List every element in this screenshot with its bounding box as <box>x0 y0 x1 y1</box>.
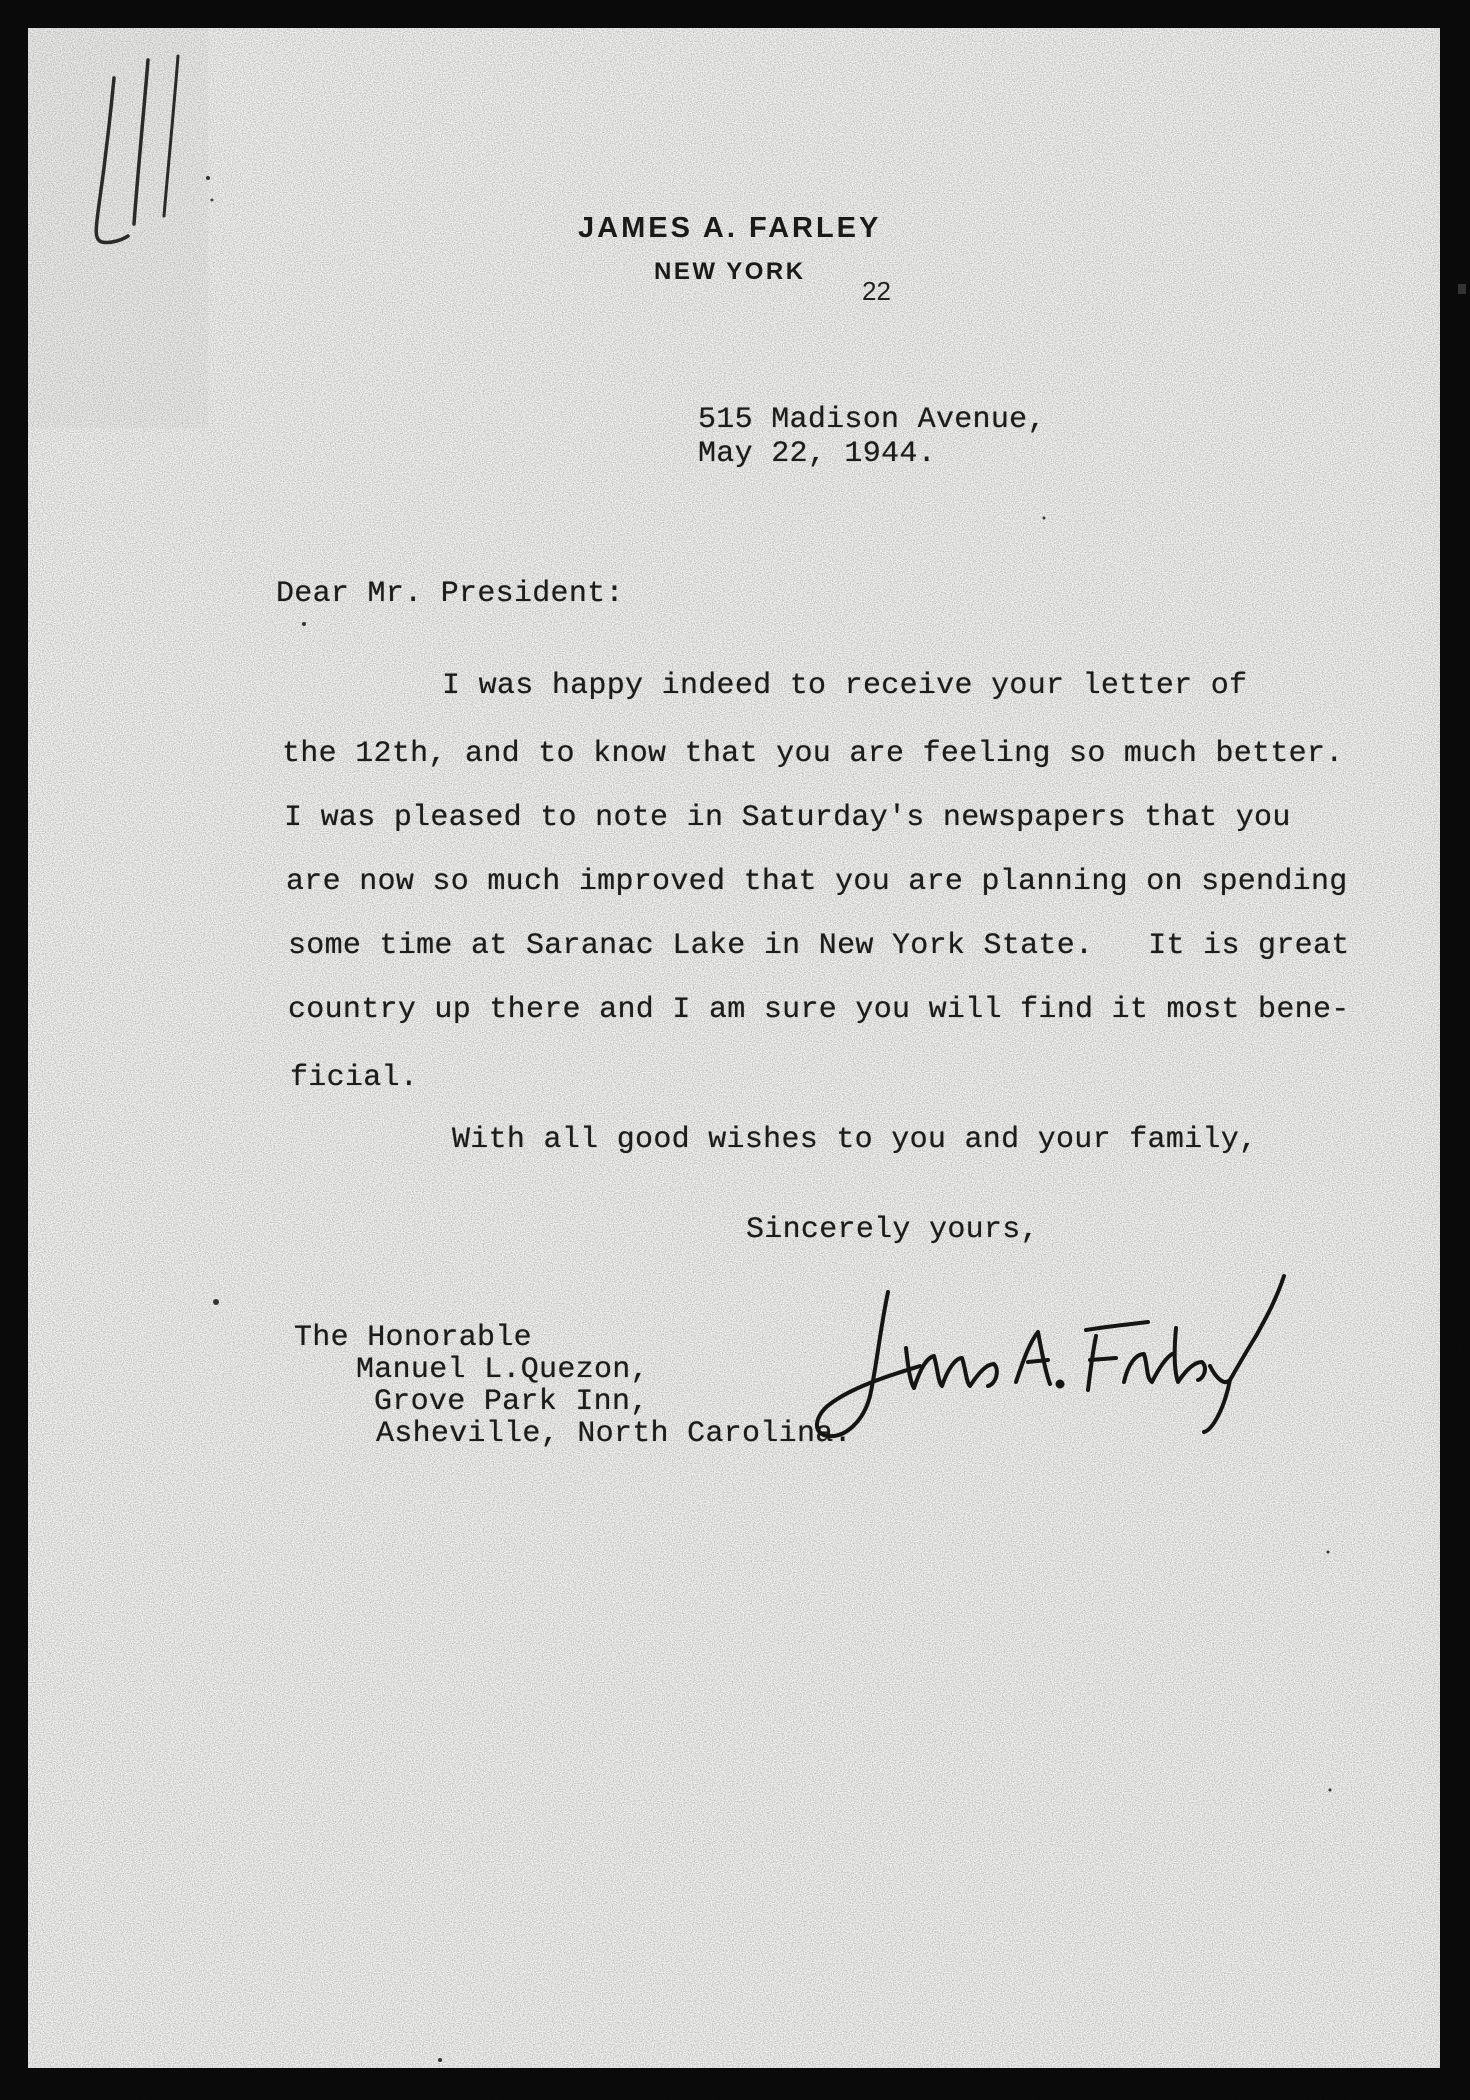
recipient-name: Manuel L.Quezon, <box>356 1353 649 1387</box>
salutation: Dear Mr. President: <box>276 577 624 611</box>
complimentary-close: Sincerely yours, <box>746 1213 1039 1247</box>
body-line: are now so much improved that you are planning on spending <box>286 865 1348 899</box>
letterhead-city: NEW YORK <box>654 258 806 285</box>
letterhead-name: JAMES A. FARLEY <box>578 212 882 244</box>
recipient-title: The Honorable <box>294 1321 532 1355</box>
letter-date: May 22, 1944. <box>698 437 936 471</box>
body-line: the 12th, and to know that you are feeling so much better. <box>282 737 1344 771</box>
body-line: ficial. <box>290 1061 419 1095</box>
closing-wish: With all good wishes to you and your family, <box>452 1123 1258 1157</box>
recipient-city: Asheville, North Carolina. <box>376 1417 852 1451</box>
body-line: some time at Saranac Lake in New York State. It is great <box>288 929 1350 963</box>
body-line: country up there and I am sure you will find it most bene- <box>288 993 1350 1027</box>
recipient-hotel: Grove Park Inn, <box>374 1385 649 1419</box>
sender-street: 515 Madison Avenue, <box>698 403 1046 437</box>
page-number: 22 <box>862 276 891 306</box>
body-line: I was pleased to note in Saturday's newspapers that you <box>284 801 1291 835</box>
body-line: I was happy indeed to receive your letter of <box>442 669 1248 703</box>
